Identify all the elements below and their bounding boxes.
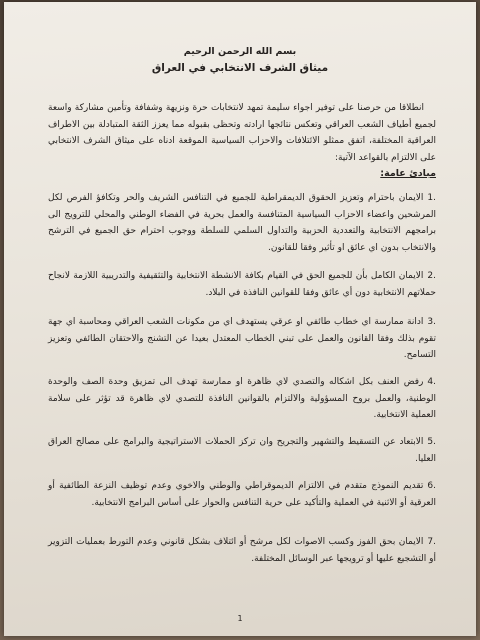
item-text: الابتعاد عن التسقيط والتشهير والتجريح وان تركز الحملات الاستراتيجية والبرامج على مصالح العراق العليا. (48, 437, 436, 464)
item-text: الايمان باحترام وتعزيز الحقوق الديمقراطية للجميع في التنافس الشريف والحر وتكافؤ الفرص لكل المرشحين واعضاء الاحزاب السياسية المتنافسة والعمل بحرية في الفضاء الوطني والمحلي للترويج الى برامجهم الانتخابية والتعددية الحزبية والتداول السلمي للسلطة ووجوب احترام حق الجميع في الترشح والانتخاب بدون اي عائق او تأثير وفقا للقانون. (48, 193, 436, 253)
section-title: مبادئ عامة: (380, 168, 436, 179)
item-number: .6 (427, 481, 436, 491)
intro-paragraph: انطلاقا من حرصنا على توفير اجواء سليمة تمهد لانتخابات حرة ونزيهة وشفافة وتأمين مشاركة واسعة لجميع أطياف الشعب العراقي وتعكس نتائجها ارادته وتحظى بقبوله مما يعزز الثقة المتبادلة بين الاطراف العراقية المختلفة، اتفق ممثلو الائتلافات والاحزاب السياسية الموقعة ادناه على ميثاق الشرف الانتخابي على الالتزام بالقواعد الآتية: (48, 103, 436, 163)
item-number: .5 (427, 437, 436, 447)
page-number: 1 (237, 614, 243, 623)
item-text: الايمان الكامل بأن للجميع الحق في القيام بكافة الانشطة الانتخابية والتثقيفية والتدريبية اللازمة لانجاح حملاتهم الانتخابية دون أي عائق وفقا للقوانين النافذة في البلاد. (48, 271, 436, 298)
item-text: الايمان بحق الفوز وكسب الاصوات لكل مرشح أو ائتلاف بشكل قانوني وعدم التورط بعمليات التزوير أو التشجيع عليها أو ترويجها عبر الوسائل المختلفة. (48, 537, 436, 564)
document-page (4, 2, 476, 636)
document-title: ميثاق الشرف الانتخابي في العراق (151, 62, 329, 74)
principle-item-3 (48, 314, 436, 364)
principle-item-2 (48, 268, 436, 301)
item-number: .2 (427, 271, 436, 281)
item-number: .1 (427, 193, 436, 203)
principle-item-1 (48, 190, 436, 256)
principle-item-6 (48, 478, 436, 511)
item-number: .7 (427, 537, 436, 547)
principle-item-7 (48, 534, 436, 567)
item-number: .4 (427, 377, 436, 387)
basmala-heading: بسم الله الرحمن الرحيم (183, 46, 297, 57)
item-text: رفض العنف بكل اشكاله والتصدي لاي ظاهرة او ممارسة تهدف الى تمزيق وحدة الصف والوحدة الوطنية، والعمل بروح المسؤولية والالتزام بالقوانين النافذة للتصدي لاي ظاهرة قد تؤثر على سلامة العملية الانتخابية. (48, 377, 436, 420)
item-text: ادانة ممارسة اي خطاب طائفي او عرقي يستهدف اي من مكونات الشعب العراقي ومحاسبة اي جهة تقوم بذلك وفقا القانون والعمل على تبني الخطاب المعتدل بعيدا عن التشنج والاحتقان الطائفي وتعزيز التسامح. (48, 317, 436, 360)
item-number: .3 (427, 317, 436, 327)
item-text: تقديم النموذج متقدم في الالتزام الديموقراطي والوطني والاخوي وعدم توظيف النزعة الطائفية أو العرقية أو الاثنية في العملية والتأكيد على حرية التنافس والحوار على أساس البرامج الانتخابية. (48, 481, 436, 508)
principle-item-5 (48, 434, 436, 467)
principle-item-4 (48, 374, 436, 424)
